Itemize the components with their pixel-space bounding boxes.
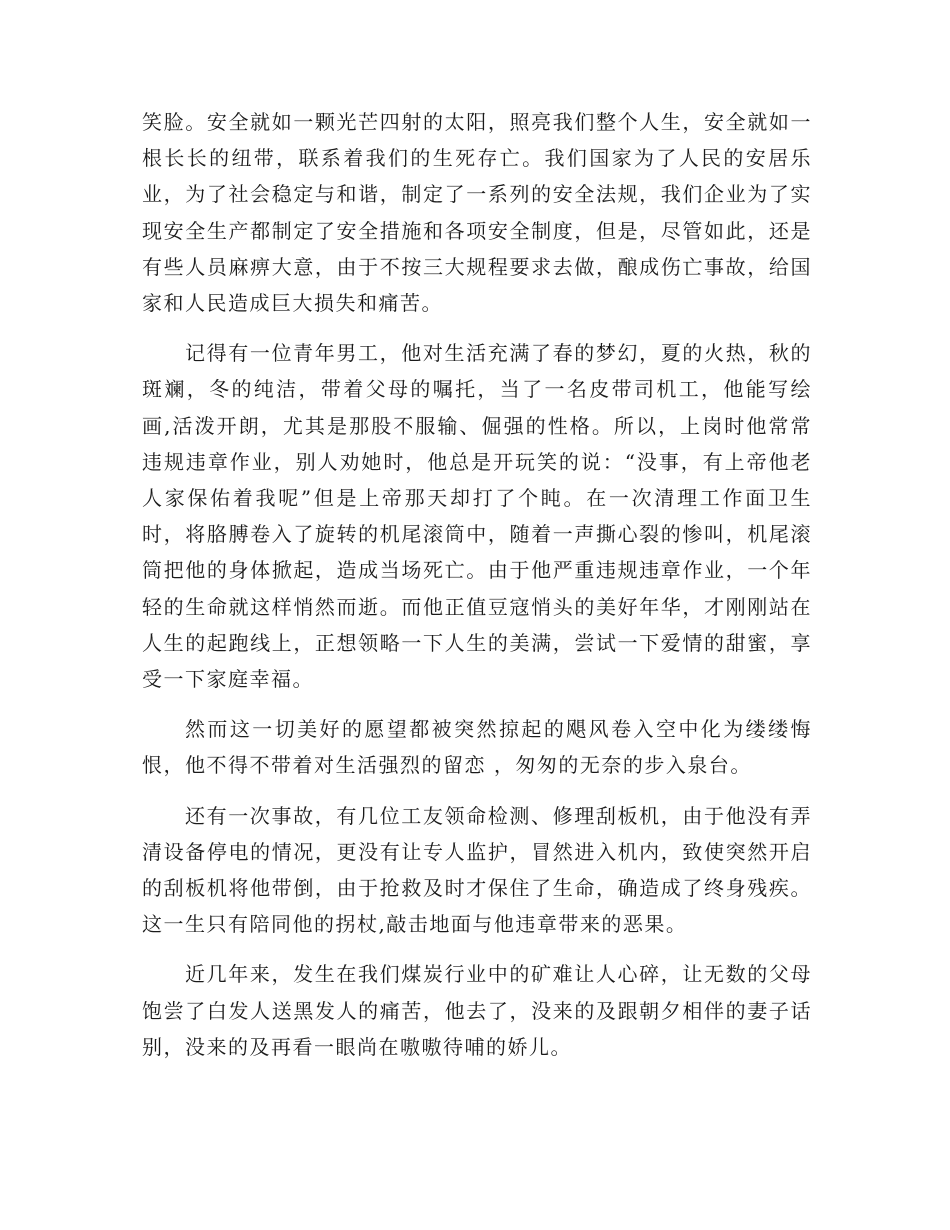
paragraph-5: 近几年来，发生在我们煤炭行业中的矿难让人心碎，让无数的父母饱尝了白发人送黑发人的痛苦，他去了，没来的及跟朝夕相伴的妻子话别，没来的及再看一眼尚在嗷嗷待哺的娇儿。 xyxy=(142,962,812,1059)
paragraph-3: 然而这一切美好的愿望都被突然掠起的飓风卷入空中化为缕缕悔恨，他不得不带着对生活强烈的留恋 ，匆匆的无奈的步入泉台。 xyxy=(142,717,812,778)
document-body xyxy=(142,104,812,1079)
paragraph-4: 还有一次事故，有几位工友领命检测、修理刮板机，由于他没有弄清设备停电的情况，更没有让专人监护，冒然进入机内，致使突然开启的刮板机将他带倒，由于抢救及时才保住了生命，确造成了终身残疾。这一生只有陪同他的拐杖,敲击地面与他违章带来的恶果。 xyxy=(142,803,812,937)
paragraph-1: 笑脸。安全就如一颗光芒四射的太阳，照亮我们整个人生，安全就如一根长长的纽带，联系着我们的生死存亡。我们国家为了人民的安居乐业，为了社会稳定与和谐，制定了一系列的安全法规，我们企业为了实现安全生产都制定了安全措施和各项安全制度，但是，尽管如此，还是有些人员麻痹大意，由于不按三大规程要求去做，酿成伤亡事故，给国家和人民造成巨大损失和痛苦。 xyxy=(142,110,812,316)
paragraph-2: 记得有一位青年男工，他对生活充满了春的梦幻，夏的火热，秋的斑斓，冬的纯洁，带着父母的嘱托，当了一名皮带司机工，他能写绘画,活泼开朗，尤其是那股不服输、倔强的性格。所以，上岗时他常常违规违章作业，别人劝她时，他总是开玩笑的说：“没事，有上帝他老人家保佑着我呢”但是上帝那天却打了个盹。在一次清理工作面卫生时，将胳膊卷入了旋转的机尾滚筒中，随着一声撕心裂的惨叫，机尾滚筒把他的身体掀起，造成当场死亡。由于他严重违规违章作业，一个年轻的生命就这样悄然而逝。而他正值豆寇悄头的美好年华，才刚刚站在人生的起跑线上，正想领略一下人生的美满，尝试一下爱情的甜蜜，享受一下家庭幸福。 xyxy=(142,341,812,692)
